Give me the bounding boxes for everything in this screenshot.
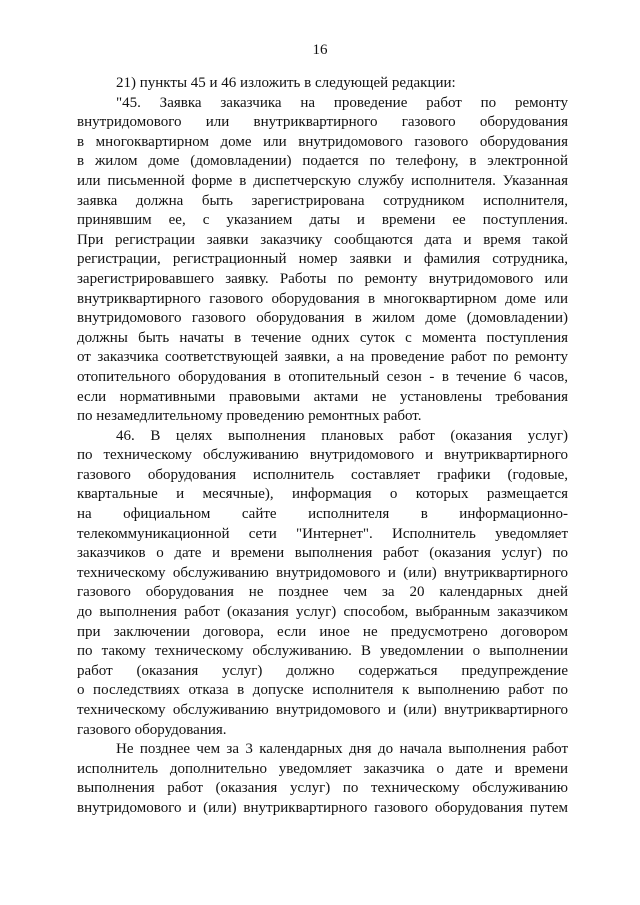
text-line: зарегистрировавшего заявку. Работы по ремонту внутридомового или [77,270,568,287]
text-line: 46. В целях выполнения плановых работ (оказания услуг) [116,427,568,444]
page-number: 16 [312,42,328,58]
text-line: газового оборудования не позднее чем за 20 календарных дней [77,584,568,601]
text-line: 21) пункты 45 и 46 изложить в следующей редакции: [116,75,456,91]
text-line: исполнитель дополнительно уведомляет заказчика о дате и времени [77,760,568,777]
text-line: от заказчика соответствующей заявки, а на проведение работ по ремонту [77,349,568,366]
text-line: техническому обслуживанию внутридомового и (или) внутриквартирного [77,702,568,718]
text-line: выполнения работ (оказания услуг) по техническому обслуживанию [77,780,568,797]
text-line: должны быть начаты в течение одних суток с момента поступления [77,329,568,346]
text-line: При регистрации заявки заказчику сообщаются дата и время такой [77,231,568,248]
text-line: о последствиях отказа в допуске исполнителя к выполнению работ по [77,682,568,699]
text-line: Не позднее чем за 3 календарных дня до начала выполнения работ [116,741,568,758]
text-line: внутридомового или внутриквартирного газового оборудования [77,114,568,131]
text-line: газового оборудования. [77,721,227,738]
text-line: внутриквартирного газового оборудования в многоквартирном доме или [77,290,568,307]
text-line: отопительного оборудования в отопительный сезон - в течение 6 часов, [77,368,568,385]
text-line: заказчиков о дате и времени выполнения работ (оказания услуг) по [77,545,568,562]
text-line: газового оборудования исполнитель составляет графики (годовые, [77,466,568,483]
text-line: квартальные и месячные), информация о которых размещается [77,486,568,503]
text-line: заявка должна быть зарегистрирована сотрудником исполнителя, [77,192,568,209]
text-line: работ (оказания услуг) должно содержаться предупреждение [77,662,568,679]
text-line: если нормативными правовыми актами не установлены требования [77,388,568,405]
text-line: техническому обслуживанию внутридомового и (или) внутриквартирного [77,564,568,581]
text-line: по незамедлительному проведению ремонтных работ. [77,408,422,425]
text-line: по техническому обслуживанию внутридомового и внутриквартирного [77,447,568,464]
text-line: внутридомового и (или) внутриквартирного газового оборудования путем [77,799,568,816]
text-line: или письменной форме в диспетчерскую службу исполнителя. Указанная [77,172,568,189]
text-line: по такому техническому обслуживанию. В уведомлении о выполнении [77,643,568,660]
text-line: при заключении договора, если иное не предусмотрено договором [77,623,568,640]
text-line: в многоквартирном доме или внутридомового газового оборудования [77,133,568,150]
document-body [77,74,568,819]
text-line: в жилом доме (домовладении) подается по телефону, в электронной [77,153,568,170]
text-line: "45. Заявка заказчика на проведение работ по ремонту [116,94,568,111]
text-line: внутридомового газового оборудования в жилом доме (домовладении) [77,310,568,327]
text-line: на официальном сайте исполнителя в информационно- [77,506,568,523]
text-line: до выполнения работ (оказания услуг) способом, выбранным заказчиком [77,604,568,621]
text-line: регистрации, регистрационный номер заявки и фамилия сотрудника, [77,251,568,268]
text-line: принявшим ее, с указанием даты и времени ее поступления. [77,212,568,229]
text-line: телекоммуникационной сети "Интернет". Исполнитель уведомляет [77,525,568,542]
